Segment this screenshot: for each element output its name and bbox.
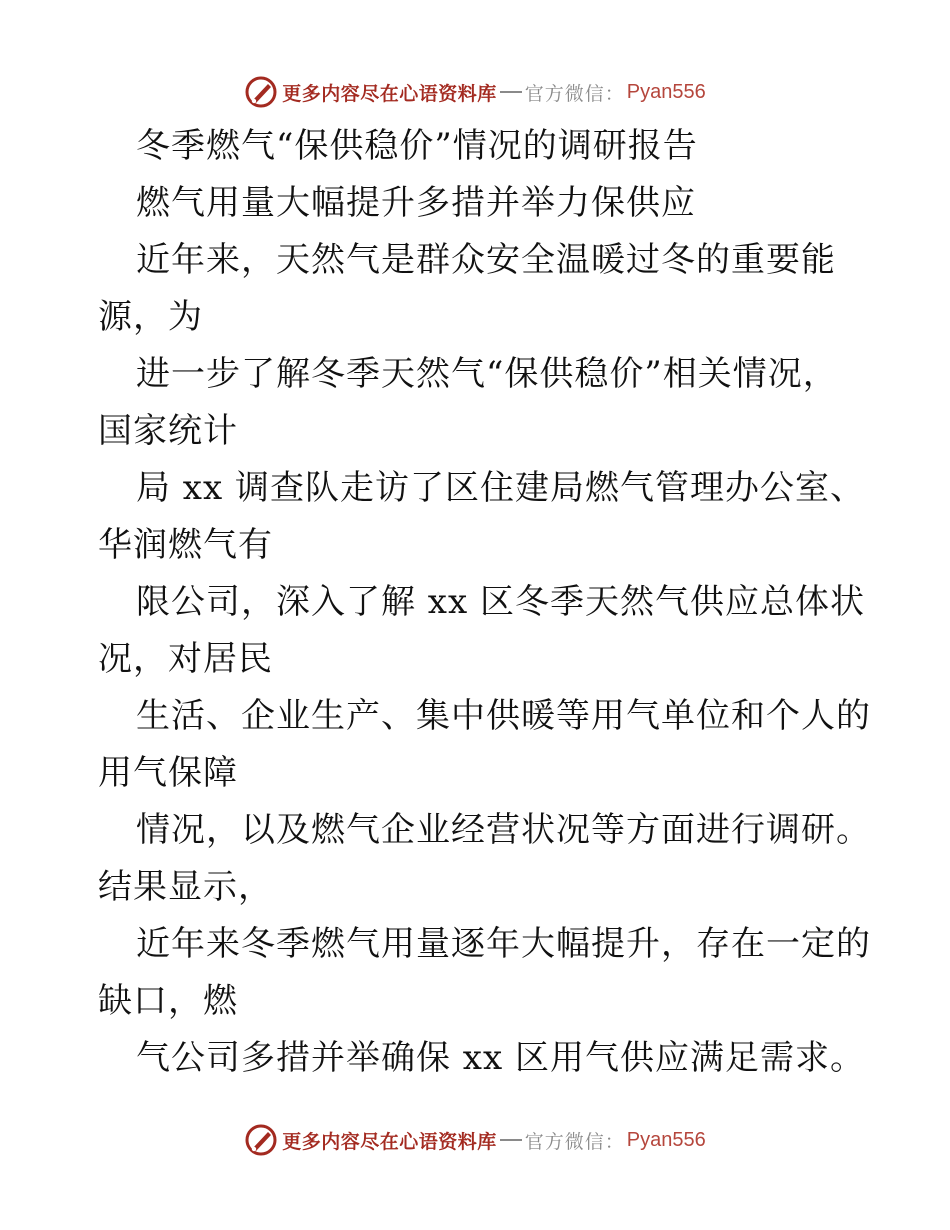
paragraph-line: 近年来冬季燃气用量逐年大幅提升，存在一定的 bbox=[136, 924, 871, 964]
wechat-account: Pyan556 bbox=[626, 1128, 706, 1151]
document-body bbox=[98, 118, 871, 1087]
divider-dash bbox=[500, 1139, 522, 1141]
paragraph-line: 近年来，天然气是群众安全温暖过冬的重要能 bbox=[136, 240, 836, 280]
paragraph-line: 局 xx 调查队走访了区住建局燃气管理办公室、 bbox=[136, 468, 865, 508]
promo-text: 更多内容尽在心语资料库 bbox=[282, 82, 497, 105]
wechat-account: Pyan556 bbox=[626, 80, 706, 103]
divider-dash bbox=[500, 91, 522, 93]
paragraph-line: 况，对居民 bbox=[98, 639, 273, 679]
footer-banner bbox=[0, 1120, 950, 1160]
official-wechat-label: 官方微信： bbox=[524, 1130, 625, 1153]
pen-circle-logo-icon bbox=[244, 75, 278, 109]
promo-text: 更多内容尽在心语资料库 bbox=[282, 1130, 497, 1153]
paragraph-line: 源，为 bbox=[98, 297, 203, 337]
paragraph-line: 缺口，燃 bbox=[98, 981, 238, 1021]
paragraph-line: 华润燃气有 bbox=[98, 525, 273, 565]
paragraph-line: 结果显示， bbox=[98, 867, 273, 907]
official-wechat-label: 官方微信： bbox=[524, 82, 625, 105]
document-title: 冬季燃气“保供稳价”情况的调研报告 bbox=[136, 126, 698, 166]
pen-circle-logo-icon bbox=[244, 1123, 278, 1157]
paragraph-line: 用气保障 bbox=[98, 753, 238, 793]
paragraph-line: 国家统计 bbox=[98, 411, 238, 451]
paragraph-line: 生活、企业生产、集中供暖等用气单位和个人的 bbox=[136, 696, 871, 736]
document-subtitle: 燃气用量大幅提升多措并举力保供应 bbox=[136, 183, 696, 223]
paragraph-line: 进一步了解冬季天然气“保供稳价”相关情况， bbox=[136, 354, 838, 394]
header-banner bbox=[0, 72, 950, 112]
paragraph-line: 限公司，深入了解 xx 区冬季天然气供应总体状 bbox=[136, 582, 865, 622]
paragraph-line: 气公司多措并举确保 xx 区用气供应满足需求。 bbox=[136, 1038, 865, 1078]
paragraph-line: 情况，以及燃气企业经营状况等方面进行调研。 bbox=[136, 810, 871, 850]
